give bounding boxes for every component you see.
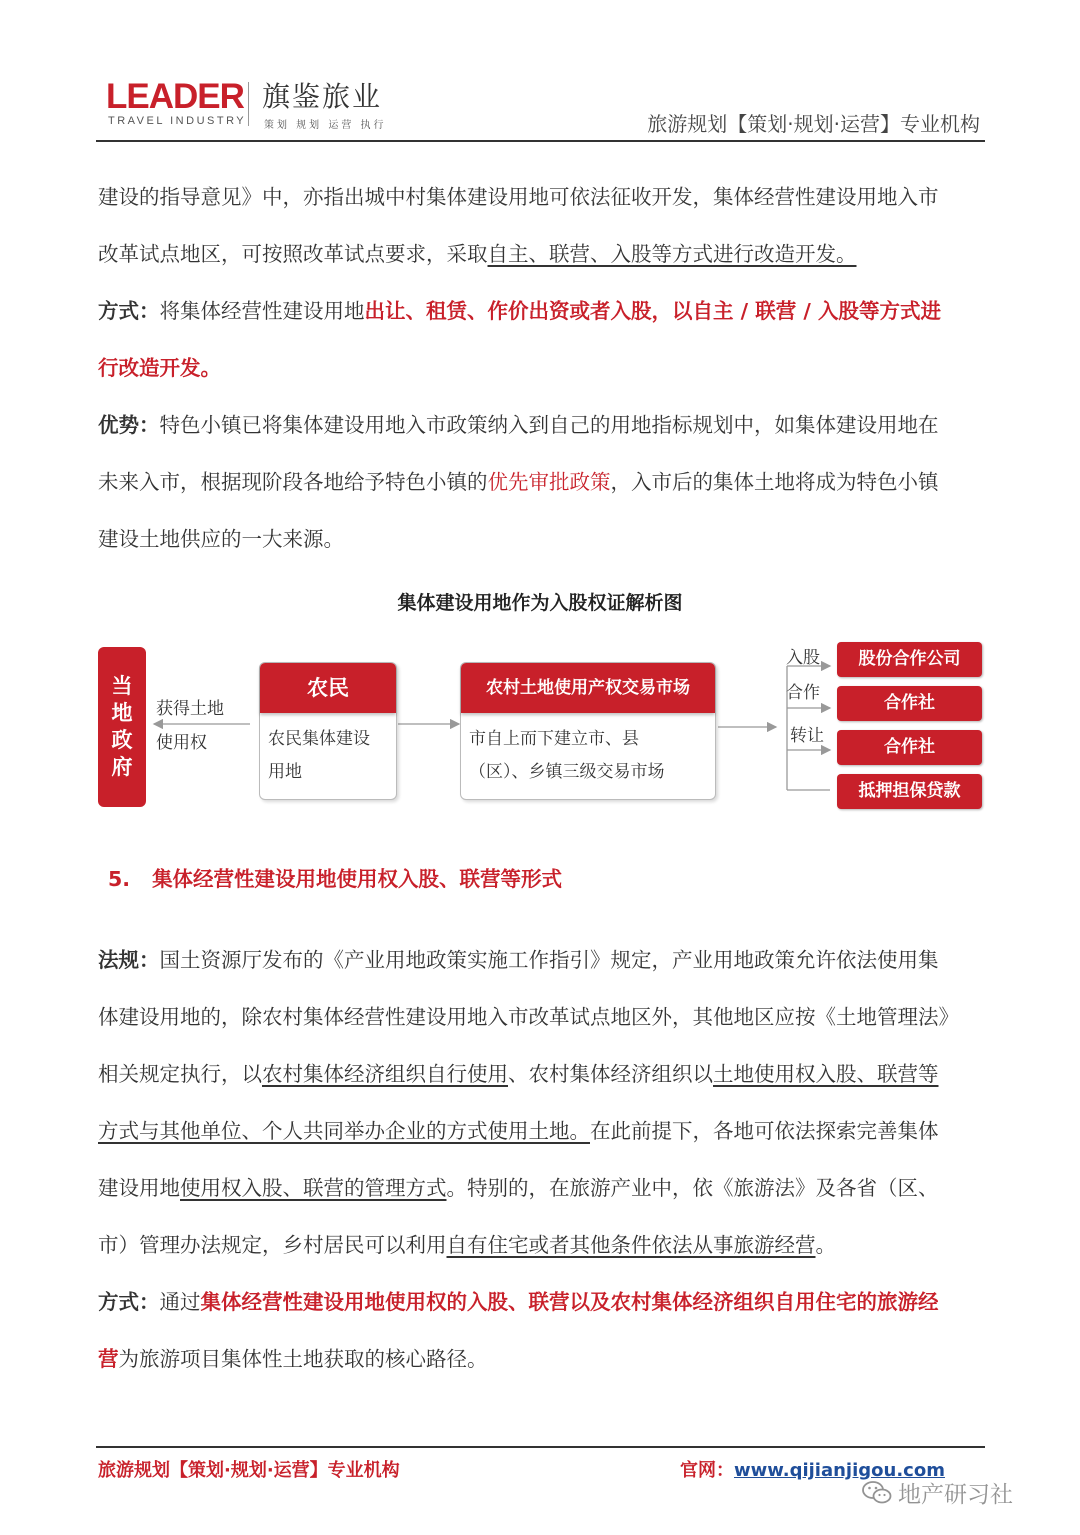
market-card-text: （区）、乡镇三级交易市场	[469, 762, 665, 782]
gov-char: 地	[111, 701, 133, 725]
method2-text: 为旅游项目集体性土地获取的核心路径。	[118, 1347, 488, 1371]
outcome-mortgage-loan: 抵押担保贷款	[837, 774, 982, 809]
law-line-5	[98, 1173, 939, 1203]
method1-label: 方式：	[98, 299, 160, 323]
advantage-line-3: 建设土地供应的一大来源。	[98, 527, 344, 551]
law-underlined: 自有住宅或者其他条件依法从事旅游经营	[446, 1233, 816, 1257]
law-line-3	[98, 1059, 939, 1089]
method2-label: 方式：	[98, 1290, 160, 1314]
method1-text: 将集体经营性建设用地	[159, 299, 365, 323]
law-text: 在此前提下，各地可依法探索完善集体	[590, 1119, 939, 1143]
arrow-label-use-right: 使用权	[156, 733, 207, 753]
farmer-card	[259, 662, 397, 800]
method2-line-1	[98, 1287, 939, 1317]
header-tagline: 旅游规划【策划·规划·运营】专业机构	[647, 112, 980, 136]
farmer-card-text: 农民集体建设	[268, 729, 370, 749]
law-line-1	[98, 945, 939, 975]
watermark-text: 地产研习社	[898, 1482, 1013, 1508]
branch-label-shareholding: 入股	[786, 648, 820, 668]
law-text: 。特别的，在旅游产业中，依《旅游法》及各省（区、	[446, 1176, 939, 1200]
logo-subtitle: TRAVEL INDUSTRY	[108, 115, 247, 127]
law-underlined: 农村集体经济组织自行使用	[262, 1062, 508, 1086]
law-line-2: 体建设用地的，除农村集体经营性建设用地入市改革试点地区外，其他地区应按《土地管理法》	[98, 1005, 959, 1029]
law-line-4	[98, 1116, 939, 1146]
outcome-cooperative-2: 合作社	[837, 730, 982, 765]
gov-char: 政	[111, 728, 133, 752]
advantage-text: 特色小镇已将集体建设用地入市政策纳入到自己的用地指标规划中，如集体建设用地在	[159, 413, 939, 437]
branch-label-transfer: 转让	[790, 726, 824, 746]
advantage-highlight: 优先审批政策	[487, 470, 611, 494]
footer-website-link[interactable]: www.qijianjigou.com	[734, 1460, 945, 1481]
footer-website-label: 官网：	[680, 1460, 734, 1481]
brand-subtitle-cn: 策划 规划 运营 执行	[264, 120, 387, 131]
watermark	[862, 1476, 1013, 1509]
farmer-card-body	[260, 713, 396, 789]
intro-text: 改革试点地区，可按照改革试点要求，采取	[98, 242, 488, 266]
section-title: 集体经营性建设用地使用权入股、联营等形式	[152, 867, 563, 891]
method1-highlight: 出让、租赁、作价出资或者入股，以自主 / 联营 / 入股等方式进	[364, 299, 942, 323]
gov-char: 府	[111, 755, 133, 779]
law-text: 国土资源厅发布的《产业用地政策实施工作指引》规定，产业用地政策允许依法使用集	[159, 948, 939, 972]
method2-highlight: 营	[98, 1347, 119, 1371]
section-number: 5.	[108, 867, 131, 891]
intro-line-1: 建设的指导意见》中，亦指出城中村集体建设用地可依法征收开发，集体经营性建设用地入市	[98, 185, 939, 209]
law-text: 、农村集体经济组织以	[508, 1062, 713, 1086]
farmer-card-title: 农民	[260, 663, 396, 713]
gov-char: 当	[111, 674, 133, 698]
farmer-card-text: 用地	[268, 762, 302, 782]
outcome-joint-stock-company: 股份合作公司	[837, 642, 982, 677]
logo-leader: LEADER	[106, 77, 244, 116]
arrow-label-obtain-land: 获得土地	[156, 699, 224, 719]
government-box	[98, 647, 146, 807]
advantage-text-a: 未来入市，根据现阶段各地给予特色小镇的	[98, 470, 488, 494]
footer-rule	[96, 1446, 985, 1448]
market-card	[460, 662, 716, 800]
market-card-body	[461, 713, 715, 789]
advantage-text-b: ，入市后的集体土地将成为特色小镇	[610, 470, 939, 494]
outcome-cooperative: 合作社	[837, 686, 982, 721]
market-card-title: 农村土地使用产权交易市场	[461, 663, 715, 713]
law-text: 。	[815, 1233, 836, 1257]
law-underlined: 土地使用权入股、联营等	[713, 1062, 939, 1086]
law-text: 市）管理办法规定，乡村居民可以利用	[98, 1233, 447, 1257]
method2-text: 通过	[159, 1290, 201, 1314]
market-card-text: 市自上而下建立市、县	[469, 729, 639, 749]
law-underlined: 使用权入股、联营的管理方式	[180, 1176, 447, 1200]
brand-name-cn: 旗鉴旅业	[262, 80, 383, 113]
method2-line-2	[98, 1344, 488, 1374]
footer-tagline: 旅游规划【策划·规划·运营】专业机构	[98, 1460, 400, 1481]
law-line-6	[98, 1230, 836, 1260]
method2-highlight: 集体经营性建设用地使用权的入股、联营以及农村集体经济组织自用住宅的旅游经	[200, 1290, 939, 1314]
branch-label-cooperation: 合作	[786, 683, 820, 703]
section-5-heading	[108, 862, 562, 892]
intro-underlined: 自主、联营、入股等方式进行改造开发。	[487, 242, 857, 266]
wechat-icon	[862, 1480, 892, 1506]
law-underlined: 方式与其他单位、个人共同举办企业的方式使用土地。	[98, 1119, 590, 1143]
law-text: 建设用地	[98, 1176, 180, 1200]
method1-line-2: 行改造开发。	[98, 356, 221, 380]
diagram-title: 集体建设用地作为入股权证解析图	[397, 592, 683, 614]
law-label: 法规：	[98, 948, 160, 972]
advantage-label: 优势：	[98, 413, 160, 437]
law-text: 相关规定执行，以	[98, 1062, 262, 1086]
